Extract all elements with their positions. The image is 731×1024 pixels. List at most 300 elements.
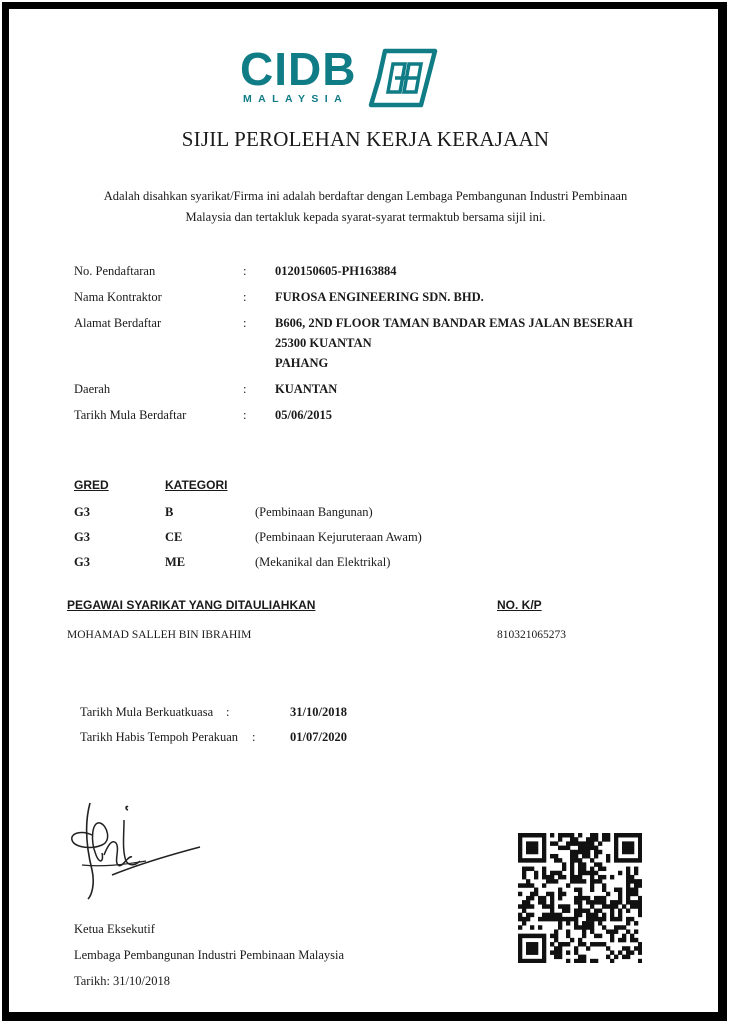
qr-module (542, 938, 546, 942)
qr-module (634, 892, 638, 896)
qr-module (562, 917, 566, 921)
qr-module (526, 858, 530, 862)
qr-module (590, 883, 594, 887)
qr-module (574, 854, 578, 858)
qr-module (542, 833, 546, 837)
qr-module (586, 913, 590, 917)
address-sep: : (243, 316, 247, 330)
qr-module (598, 862, 602, 866)
qr-module (590, 925, 594, 929)
qr-module (594, 908, 598, 912)
qr-module (630, 904, 634, 908)
qr-module (542, 904, 546, 908)
start-date-value: 05/06/2015 (275, 408, 332, 422)
qr-module (550, 900, 554, 904)
qr-module (550, 904, 554, 908)
district-sep: : (243, 382, 247, 396)
qr-module (534, 871, 538, 875)
cidb-logo-icon (365, 48, 439, 108)
qr-module (518, 892, 522, 896)
qr-module (558, 946, 562, 950)
qr-module (630, 875, 634, 879)
qr-module (602, 837, 606, 841)
qr-module (634, 921, 638, 925)
qr-module (590, 846, 594, 850)
address-line-2: 25300 KUANTAN (275, 336, 372, 350)
qr-module (582, 867, 586, 871)
qr-module (530, 883, 534, 887)
qr-module (522, 921, 526, 925)
qr-module (626, 850, 630, 854)
qr-module (622, 955, 626, 959)
qr-module (518, 917, 522, 921)
qr-module (602, 917, 606, 921)
qr-module (630, 833, 634, 837)
qr-module (638, 833, 642, 837)
qr-module (570, 871, 574, 875)
qr-module (566, 929, 570, 933)
qr-module (542, 875, 546, 879)
qr-module (578, 913, 582, 917)
qr-module (526, 883, 530, 887)
qr-module (610, 934, 614, 938)
qr-module (622, 946, 626, 950)
qr-module (638, 858, 642, 862)
qr-module (534, 888, 538, 892)
qr-module (558, 871, 562, 875)
qr-module (574, 879, 578, 883)
qr-module (586, 837, 590, 841)
qr-module (618, 858, 622, 862)
qr-module (574, 908, 578, 912)
qr-module (638, 946, 642, 950)
qr-module (522, 883, 526, 887)
qr-module (522, 858, 526, 862)
qr-module (530, 904, 534, 908)
qr-module (586, 871, 590, 875)
qr-module (574, 913, 578, 917)
qr-module (530, 896, 534, 900)
qr-module (526, 867, 530, 871)
qr-module (546, 875, 550, 879)
qr-module (586, 896, 590, 900)
qr-module (558, 833, 562, 837)
qr-module (598, 896, 602, 900)
qr-module (518, 837, 522, 841)
start-date-sep: : (243, 408, 247, 422)
qr-module (538, 896, 542, 900)
qr-module (518, 938, 522, 942)
qr-module (622, 934, 626, 938)
qr-module (634, 938, 638, 942)
qr-module (546, 892, 550, 896)
qr-module (578, 900, 582, 904)
qr-module (638, 908, 642, 912)
qr-module (570, 917, 574, 921)
qr-module (566, 904, 570, 908)
qr-module (522, 871, 526, 875)
qr-module (630, 934, 634, 938)
qr-module (566, 959, 570, 963)
qr-module (542, 867, 546, 871)
qr-module (542, 942, 546, 946)
qr-module (578, 938, 582, 942)
qr-module (550, 871, 554, 875)
qr-module (526, 879, 530, 883)
qr-module (546, 917, 550, 921)
qr-module (626, 950, 630, 954)
qr-module (594, 850, 598, 854)
grade-row-1-description: (Pembinaan Bangunan) (255, 505, 373, 519)
cidb-logo-country: MALAYSIA (243, 93, 349, 105)
qr-module (630, 900, 634, 904)
qr-module (638, 942, 642, 946)
qr-module (622, 841, 626, 845)
district-value: KUANTAN (275, 382, 338, 396)
qr-module (542, 900, 546, 904)
qr-module (554, 879, 558, 883)
qr-module (614, 888, 618, 892)
qr-module (634, 871, 638, 875)
grade-row-3-category: ME (165, 555, 186, 569)
qr-module (518, 942, 522, 946)
qr-module (530, 833, 534, 837)
qr-module (610, 904, 614, 908)
qr-module (546, 904, 550, 908)
qr-module (570, 833, 574, 837)
qr-module (582, 925, 586, 929)
qr-module (578, 879, 582, 883)
qr-module (602, 833, 606, 837)
qr-module (562, 867, 566, 871)
qr-module (534, 846, 538, 850)
qr-module (518, 841, 522, 845)
qr-module (542, 934, 546, 938)
qr-module (614, 841, 618, 845)
qr-module (570, 938, 574, 942)
qr-module (574, 858, 578, 862)
qr-module (562, 862, 566, 866)
qr-module (630, 938, 634, 942)
qr-module (634, 904, 638, 908)
qr-module (542, 913, 546, 917)
grade-row-1-category: B (165, 505, 174, 519)
qr-module (626, 879, 630, 883)
qr-module (594, 917, 598, 921)
qr-module (578, 904, 582, 908)
qr-module (582, 959, 586, 963)
qr-module (530, 942, 534, 946)
qr-module (606, 955, 610, 959)
qr-module (574, 875, 578, 879)
qr-module (542, 841, 546, 845)
qr-module (574, 925, 578, 929)
qr-module (574, 917, 578, 921)
qr-module (582, 934, 586, 938)
qr-module (606, 837, 610, 841)
qr-module (522, 908, 526, 912)
qr-module (566, 921, 570, 925)
qr-module (570, 862, 574, 866)
qr-module (602, 875, 606, 879)
qr-module (610, 938, 614, 942)
grade-row-2-description: (Pembinaan Kejuruteraan Awam) (255, 530, 422, 544)
qr-module (558, 875, 562, 879)
qr-module (590, 888, 594, 892)
qr-module (562, 904, 566, 908)
qr-module (530, 946, 534, 950)
qr-module (574, 850, 578, 854)
qr-module (546, 879, 550, 883)
qr-module (526, 904, 530, 908)
qr-module (590, 904, 594, 908)
qr-module (610, 913, 614, 917)
qr-module (550, 908, 554, 912)
qr-module (598, 921, 602, 925)
qr-module (614, 837, 618, 841)
qr-module (518, 833, 522, 837)
qr-module (594, 837, 598, 841)
qr-module (558, 917, 562, 921)
qr-module (638, 850, 642, 854)
qr-module (626, 917, 630, 921)
qr-module (598, 841, 602, 845)
qr-module (554, 913, 558, 917)
qr-module (614, 850, 618, 854)
qr-module (582, 846, 586, 850)
qr-module (554, 934, 558, 938)
qr-module (594, 871, 598, 875)
qr-module (574, 950, 578, 954)
qr-module (598, 850, 602, 854)
qr-module (550, 892, 554, 896)
qr-module (534, 934, 538, 938)
qr-module (602, 883, 606, 887)
effective-date-value: 31/10/2018 (290, 705, 347, 719)
qr-module (606, 929, 610, 933)
qr-module (606, 892, 610, 896)
qr-module (590, 921, 594, 925)
qr-module (594, 959, 598, 963)
qr-module (586, 925, 590, 929)
qr-module (538, 858, 542, 862)
qr-module (558, 913, 562, 917)
qr-module (618, 833, 622, 837)
qr-module (626, 929, 630, 933)
qr-module (570, 854, 574, 858)
qr-module (582, 896, 586, 900)
category-header: KATEGORI (165, 478, 228, 492)
qr-module (554, 955, 558, 959)
qr-module (626, 908, 630, 912)
qr-module (522, 867, 526, 871)
qr-module (582, 871, 586, 875)
qr-module (638, 896, 642, 900)
qr-module (542, 917, 546, 921)
qr-module (638, 913, 642, 917)
qr-module (554, 946, 558, 950)
registration-sep: : (243, 264, 247, 278)
expiry-date-sep: : (252, 730, 256, 744)
qr-module (586, 846, 590, 850)
registration-label: No. Pendaftaran (74, 264, 156, 278)
qr-module (590, 942, 594, 946)
registration-value: 0120150605-PH163884 (275, 264, 397, 278)
qr-module (590, 879, 594, 883)
district-label: Daerah (74, 382, 111, 396)
qr-module (598, 900, 602, 904)
qr-module (586, 946, 590, 950)
qr-module (558, 837, 562, 841)
qr-module (626, 900, 630, 904)
qr-module (634, 833, 638, 837)
qr-module (566, 942, 570, 946)
qr-module (602, 925, 606, 929)
qr-module (534, 946, 538, 950)
qr-module (638, 837, 642, 841)
qr-module (530, 913, 534, 917)
qr-module (638, 904, 642, 908)
qr-module (598, 917, 602, 921)
page-border-bottom (2, 1012, 727, 1021)
qr-module (606, 833, 610, 837)
qr-module (626, 955, 630, 959)
expiry-date-label: Tarikh Habis Tempoh Perakuan (80, 730, 239, 744)
qr-module (566, 917, 570, 921)
qr-module (566, 934, 570, 938)
qr-module (578, 867, 582, 871)
qr-module (578, 955, 582, 959)
qr-module (518, 946, 522, 950)
qr-module (626, 888, 630, 892)
qr-module (526, 833, 530, 837)
qr-module (586, 841, 590, 845)
qr-module (578, 896, 582, 900)
qr-module (638, 841, 642, 845)
qr-module (630, 850, 634, 854)
qr-module (578, 892, 582, 896)
qr-module (554, 854, 558, 858)
qr-module (530, 925, 534, 929)
qr-module (582, 854, 586, 858)
address-line-3: PAHANG (275, 356, 329, 370)
qr-module (606, 858, 610, 862)
qr-module (526, 896, 530, 900)
qr-module (626, 871, 630, 875)
qr-module (558, 896, 562, 900)
contractor-sep: : (243, 290, 247, 304)
qr-module (590, 837, 594, 841)
qr-module (538, 934, 542, 938)
qr-module (638, 854, 642, 858)
qr-module (590, 875, 594, 879)
contractor-value: FUROSA ENGINEERING SDN. BHD. (275, 290, 484, 304)
qr-module (574, 900, 578, 904)
qr-module (634, 900, 638, 904)
qr-module (518, 934, 522, 938)
qr-module (590, 858, 594, 862)
qr-module (558, 950, 562, 954)
qr-module (534, 950, 538, 954)
qr-module (634, 946, 638, 950)
qr-module (554, 938, 558, 942)
qr-module (626, 846, 630, 850)
qr-module (534, 858, 538, 862)
intro-line-2: Malaysia dan tertakluk kepada syarat-syarat termaktub bersama sijil ini. (185, 210, 546, 224)
qr-module (578, 833, 582, 837)
qr-module (634, 858, 638, 862)
qr-module (638, 959, 642, 963)
qr-module (518, 850, 522, 854)
qr-module (602, 896, 606, 900)
qr-module (554, 841, 558, 845)
qr-module (582, 942, 586, 946)
qr-module (630, 846, 634, 850)
qr-module (558, 904, 562, 908)
qr-module (558, 925, 562, 929)
qr-module (570, 879, 574, 883)
expiry-date-value: 01/07/2020 (290, 730, 347, 744)
qr-module (518, 913, 522, 917)
qr-module (550, 950, 554, 954)
qr-module (578, 871, 582, 875)
qr-module (614, 833, 618, 837)
qr-module (618, 938, 622, 942)
qr-module (618, 896, 622, 900)
qr-module (566, 833, 570, 837)
qr-module (534, 850, 538, 854)
qr-module (530, 959, 534, 963)
qr-module (518, 904, 522, 908)
qr-module (526, 942, 530, 946)
qr-module (614, 854, 618, 858)
qr-module (522, 917, 526, 921)
qr-module (562, 908, 566, 912)
qr-module (538, 925, 542, 929)
qr-module (626, 841, 630, 845)
qr-module (638, 879, 642, 883)
qr-module (590, 929, 594, 933)
qr-module (570, 850, 574, 854)
qr-module (518, 925, 522, 929)
qr-module (534, 959, 538, 963)
certificate-title: SIJIL PEROLEHAN KERJA KERAJAAN (181, 127, 550, 151)
qr-module (618, 900, 622, 904)
qr-code (518, 833, 642, 963)
qr-module (522, 875, 526, 879)
qr-module (606, 904, 610, 908)
qr-module (586, 854, 590, 858)
qr-module (606, 854, 610, 858)
qr-module (590, 833, 594, 837)
qr-module (590, 913, 594, 917)
qr-module (570, 867, 574, 871)
qr-module (618, 871, 622, 875)
qr-module (518, 950, 522, 954)
qr-module (574, 959, 578, 963)
page-border-left (2, 2, 9, 1020)
qr-module (574, 841, 578, 845)
qr-module (554, 871, 558, 875)
qr-module (554, 929, 558, 933)
qr-module (518, 959, 522, 963)
qr-module (562, 892, 566, 896)
grade-row-3-grade: G3 (74, 555, 90, 569)
qr-module (602, 942, 606, 946)
qr-module (578, 925, 582, 929)
qr-module (602, 900, 606, 904)
qr-module (518, 846, 522, 850)
